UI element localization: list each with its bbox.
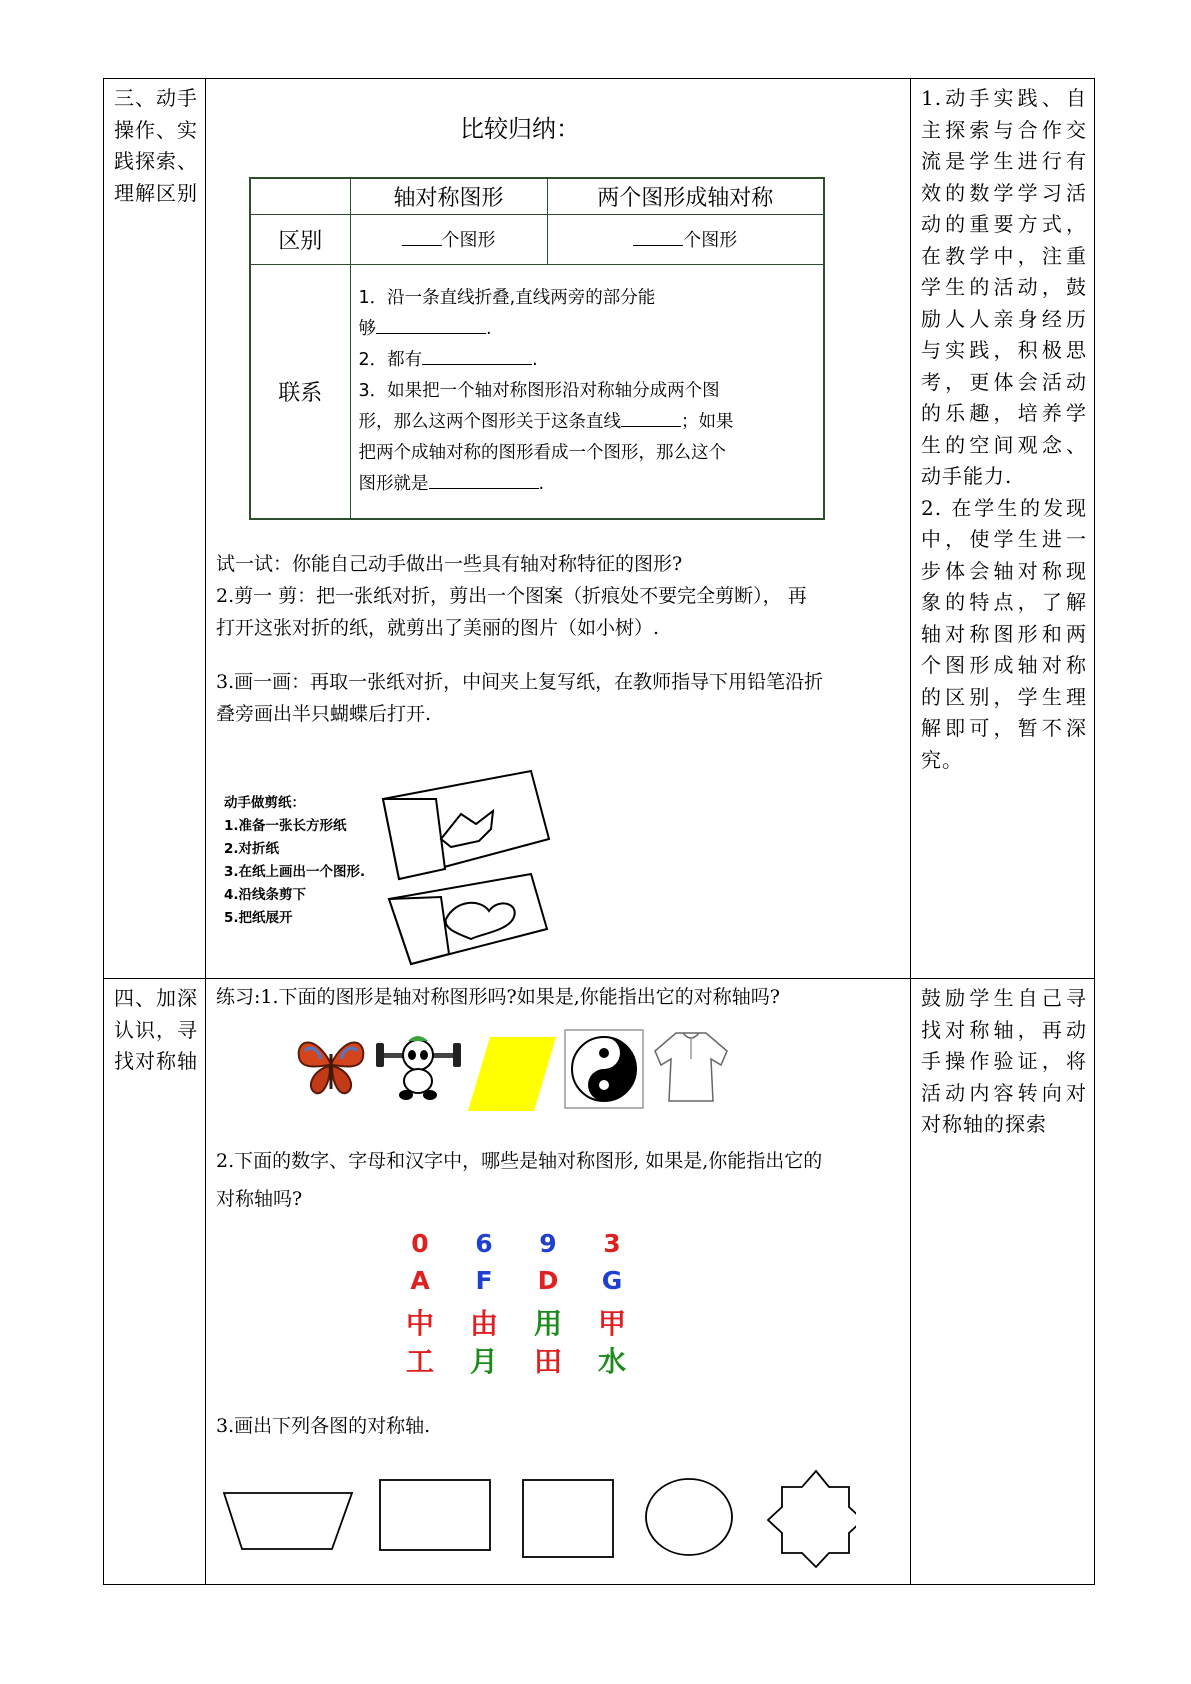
teaching-note: 鼓励学生自己寻找对称轴，再动手操作验证，将活动内容转向对对称轴的探索 <box>921 986 1087 1136</box>
star-shape <box>768 1471 856 1567</box>
stage-cell <box>104 979 206 1585</box>
symbol-item: 工 <box>405 1345 434 1378</box>
symbol-item: 中 <box>405 1307 434 1340</box>
note-cell <box>911 979 1095 1585</box>
symbol-item: 月 <box>469 1345 498 1378</box>
hanzi-row-1 <box>206 1302 866 1342</box>
hanzi-row-2 <box>206 1340 866 1380</box>
exercise-q2: 2.下面的数字、字母和汉字中，哪些是轴对称图形, 如果是,你能指出它的 对称轴吗? <box>216 1150 823 1210</box>
letter-row <box>206 1266 866 1306</box>
symbol-item: 水 <box>597 1345 626 1378</box>
symbol-item: 用 <box>533 1307 562 1340</box>
diff-cell-1: 个图形 <box>350 214 547 264</box>
butterfly-picture <box>291 1029 371 1099</box>
content-cell <box>206 979 911 1585</box>
stage-label: 四、加深认识，寻找对称轴 <box>114 986 198 1073</box>
compare-row-diff: 区别 <box>250 214 350 264</box>
circle-shape <box>646 1479 732 1555</box>
square-shape <box>523 1480 613 1557</box>
symbol-item: 9 <box>539 1229 557 1258</box>
parallelogram-picture <box>468 1035 558 1113</box>
compare-row-link: 联系 <box>250 264 350 519</box>
compare-col2: 两个图形成轴对称 <box>547 178 824 214</box>
symbol-item: 6 <box>475 1229 493 1258</box>
digit-row <box>206 1229 866 1269</box>
symbol-item: A <box>410 1266 430 1295</box>
exercise-q1: 练习:1.下面的图形是轴对称图形吗?如果是,你能指出它的对称轴吗? <box>216 986 780 1008</box>
rectangle-shape <box>380 1480 490 1550</box>
yin-yang-picture <box>564 1029 644 1109</box>
compare-title: 比较归纳： <box>460 115 580 143</box>
note-cell <box>911 79 1095 979</box>
symbol-item: G <box>601 1266 623 1295</box>
compare-table <box>249 177 825 520</box>
trapezoid-shape <box>224 1493 352 1549</box>
shapes-to-draw <box>216 1469 856 1579</box>
exercise-q3: 3.画出下列各图的对称轴. <box>216 1415 431 1437</box>
answer-blank <box>621 408 681 427</box>
symbol-item: 甲 <box>597 1307 626 1340</box>
teaching-note: 1.动手实践、自主探索与合作交流是学生进行有效的数学学习活动的重要方式，在教学中，注重学生的活动，鼓励人人亲身经历与实践，积极思考，更体会活动的乐趣，培养学生的空间观念、动手能力. 2. 在学生的发现中，使学生进一步体会轴对称现象的特点，了解轴对称图形和两个图形成轴对称的区别，学生理解即可，暂不深究。 <box>921 86 1087 772</box>
answer-blank <box>429 470 539 489</box>
answer-blank <box>402 227 442 246</box>
symbol-item: 0 <box>411 1229 429 1258</box>
answer-blank <box>376 315 486 334</box>
content-cell <box>206 79 911 979</box>
paper-cut-steps: 动手做剪纸： 1.准备一张长方形纸 2.对折纸 3.在纸上画出一个图形. 4.沿线条剪下 5.把纸展开 <box>224 795 366 926</box>
stage-label: 三、动手操作、实践探索、理解区别 <box>114 86 198 205</box>
symbol-item: 由 <box>469 1307 498 1340</box>
symbol-item: 田 <box>533 1345 562 1378</box>
activity-text: 试一试：你能自己动手做出一些具有轴对称特征的图形? 2.剪一 剪：把一张纸对折，剪出一个图案（折痕处不要完全剪断）， 再 打开这张对折的纸，就剪出了美丽的图片（如小树）. 3.画一画：再取一张纸对折，中间夹上复写纸，在教师指导下用铅笔沿折 叠旁画出半只蝴蝶后打开. <box>216 553 824 725</box>
link-cell: 1．沿一条直线折叠,直线两旁的部分能 够 . 2．都有 . 3．如果把一个轴对称图形沿对称轴分成两个图 形，那么这两个图形关于这条直线 ；如果 把两个成轴对称的图形看成一个图形，那么这个 图形就是 . <box>350 264 824 519</box>
answer-blank <box>633 227 683 246</box>
answer-blank <box>422 346 532 365</box>
table-row <box>104 79 1095 979</box>
symbol-item: D <box>537 1266 559 1295</box>
symbol-item: F <box>475 1266 493 1295</box>
lesson-table <box>103 78 1095 1585</box>
shirt-picture <box>651 1029 731 1109</box>
folded-paper-illustration <box>381 769 561 969</box>
compare-col1: 轴对称图形 <box>350 178 547 214</box>
symbol-item: 3 <box>603 1229 621 1258</box>
table-row <box>104 979 1095 1585</box>
panda-mascot-picture <box>376 1031 461 1101</box>
stage-cell <box>104 79 206 979</box>
diff-cell-2: 个图形 <box>547 214 824 264</box>
